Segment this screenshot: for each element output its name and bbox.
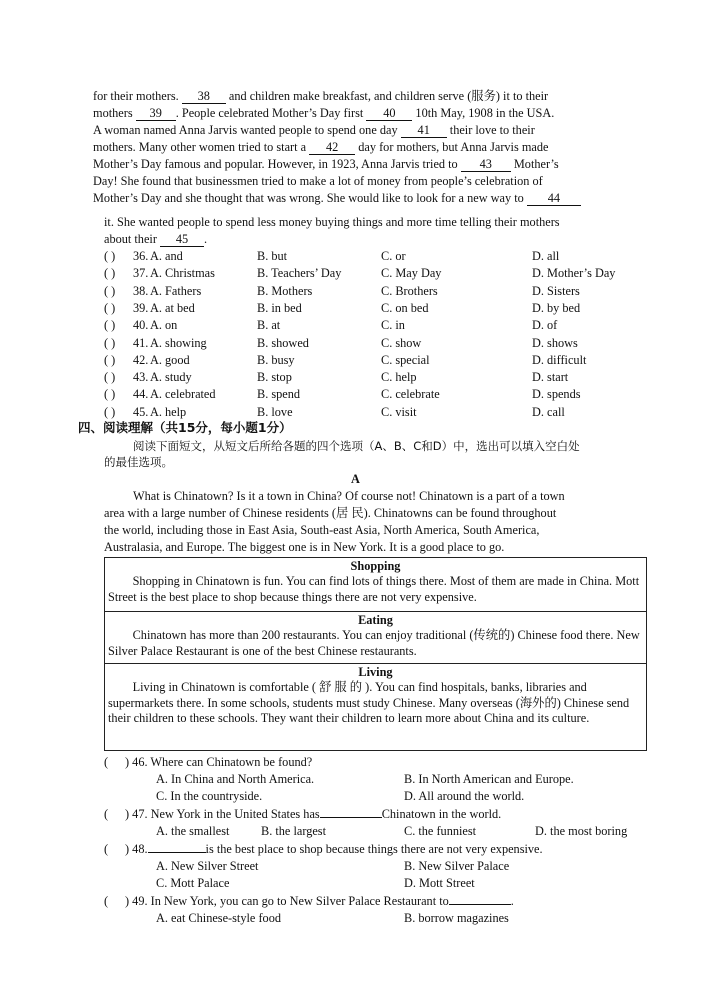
cloze-text: Mother’s — [510, 157, 559, 171]
option-c: C. Brothers — [381, 283, 438, 298]
cloze-line — [93, 190, 581, 206]
question-number: 42. — [133, 352, 149, 367]
question-number: 38. — [133, 283, 149, 298]
cloze-text: Day! She found that businessmen tried to make a lot of money from people’s celebration of — [93, 174, 543, 188]
option-a: A. good — [150, 352, 190, 367]
option-a: A. help — [150, 404, 187, 419]
option-b: B. the largest — [261, 824, 327, 838]
instruction-line-1: 阅读下面短文，从短文后所给各题的四个选项（A、B、C和D）中，选出可以填入空白处 — [133, 439, 580, 453]
answer-paren: ( ) — [104, 370, 116, 385]
option-b: B. Mothers — [257, 283, 313, 298]
answer-paren: ( ) — [104, 404, 116, 419]
option-d: D. call — [532, 404, 565, 419]
option-b: B. stop — [257, 370, 292, 385]
box-text: Living in Chinatown is comfortable ( 舒 服 的 ). You can find hospitals, banks, libraries and supermarkets there. In some schools, students must study Chinese. Many overseas (海外的) Chinese send their children to these schools. They want their children to learn more about China and its culture. — [108, 680, 630, 725]
cloze-line — [93, 88, 548, 104]
option-d: D. Mother’s Day — [532, 266, 616, 281]
cloze-line — [104, 214, 560, 230]
option-b: B. spend — [257, 387, 301, 402]
stem-text: is the best place to shop because things there are not very expensive. — [205, 842, 543, 856]
option-b: B. but — [257, 249, 288, 263]
cloze-text: mothers — [93, 106, 136, 120]
intro-line: Australasia, and Europe. The biggest one is in New York. It is a good place to go. — [104, 540, 505, 554]
option-a: A. Christmas — [150, 266, 215, 281]
cloze-blank: 41 — [401, 124, 447, 138]
option-c: C. in — [381, 318, 405, 333]
cloze-text: and children make breakfast, and children serve (服务) it to their — [225, 89, 549, 103]
question-number: 36. — [133, 249, 149, 263]
cloze-text: . — [204, 232, 208, 246]
cloze-line — [104, 231, 207, 247]
answer-paren: ( — [104, 894, 109, 908]
box-title: Eating — [358, 613, 393, 627]
cloze-text: for their mothers. — [93, 89, 182, 103]
cloze-blank: 42 — [309, 141, 355, 155]
box-section-shopping — [105, 558, 646, 611]
cloze-text: 10th May, 1908 in the USA. — [412, 106, 555, 120]
option-d: D. by bed — [532, 300, 581, 315]
cloze-line — [93, 105, 554, 121]
option-d: D. Sisters — [532, 283, 580, 298]
cloze-text: mothers. Many other women tried to start a — [93, 140, 310, 154]
intro-line: What is Chinatown? Is it a town in China? Of course not! Chinatown is a part of a town — [133, 489, 565, 503]
intro-line: the world, including those in East Asia, South-east Asia, North America, South America, — [104, 523, 540, 537]
option-d: D. All around the world. — [404, 789, 525, 803]
option-d: D. start — [532, 370, 569, 385]
cloze-text: . People celebrated Mother’s Day first — [175, 106, 367, 120]
stem-text: Chinatown in the world. — [381, 807, 502, 821]
option-b: B. love — [257, 404, 293, 419]
instruction-line-2: 的最佳选项。 — [104, 455, 173, 469]
answer-paren: ( — [104, 842, 109, 856]
intro-line: area with a large number of Chinese residents (居 民). Chinatowns can be found throughout — [104, 506, 557, 520]
question-stem — [125, 806, 501, 822]
option-a: A. at bed — [150, 300, 195, 315]
option-b: B. at — [257, 318, 281, 333]
question-number: 45. — [133, 404, 149, 419]
option-b: B. In North American and Europe. — [404, 772, 574, 786]
box-text: Shopping in Chinatown is fun. You can find lots of things there. Most of them are made in China. Mott Street is the best place to shop because things there are not very expensive. — [108, 574, 640, 604]
box-section-living — [105, 663, 646, 750]
question-number: 43. — [133, 370, 149, 385]
option-c: C. May Day — [381, 266, 442, 281]
question-number: 41. — [133, 335, 149, 350]
option-a: A. study — [150, 370, 192, 385]
cloze-blank: 39 — [136, 107, 176, 121]
question-number: 44. — [133, 387, 149, 402]
section-heading: 四、阅读理解（共15分，每小题1分） — [78, 420, 292, 435]
stem-blank — [449, 904, 511, 905]
option-a: A. the smallest — [156, 824, 230, 838]
option-c: C. or — [381, 249, 406, 263]
stem-text: ) 49. In New York, you can go to New Silver Palace Restaurant to — [125, 894, 449, 908]
option-a: A. celebrated — [150, 387, 216, 402]
option-c: C. In the countryside. — [156, 789, 263, 803]
option-b: B. busy — [257, 352, 295, 367]
stem-blank — [320, 817, 382, 818]
cloze-text: about their — [104, 232, 161, 246]
cloze-line — [93, 139, 548, 155]
option-d: D. shows — [532, 335, 578, 350]
answer-paren: ( ) — [104, 387, 116, 402]
answer-paren: ( ) — [104, 249, 116, 263]
stem-text: ) 47. New York in the United States has — [125, 807, 320, 821]
option-c: C. celebrate — [381, 387, 440, 402]
option-d: D. difficult — [532, 352, 587, 367]
box-section-eating — [105, 611, 646, 663]
stem-blank — [148, 852, 206, 853]
stem-text: . — [510, 894, 514, 908]
option-c: C. show — [381, 335, 422, 350]
answer-paren: ( ) — [104, 318, 116, 333]
cloze-line — [93, 173, 543, 189]
question-stem — [125, 841, 543, 857]
cloze-blank: 44 — [527, 192, 581, 206]
option-d: D. of — [532, 318, 558, 333]
answer-paren: ( — [104, 755, 109, 769]
box-title: Living — [358, 665, 393, 679]
passage-label: A — [351, 472, 360, 486]
question-stem — [125, 893, 514, 909]
question-stem: ) 46. Where can Chinatown be found? — [125, 755, 313, 769]
option-a: A. eat Chinese-style food — [156, 911, 281, 925]
question-number: 39. — [133, 300, 149, 315]
option-a: A. on — [150, 318, 178, 333]
answer-paren: ( ) — [104, 266, 116, 281]
answer-paren: ( — [104, 807, 109, 821]
option-a: A. New Silver Street — [156, 859, 259, 873]
option-d: D. the most boring — [535, 824, 628, 838]
option-a: A. Fathers — [150, 283, 202, 298]
option-b: B. New Silver Palace — [404, 859, 510, 873]
option-c: C. Mott Palace — [156, 876, 230, 890]
cloze-text: A woman named Anna Jarvis wanted people to spend one day — [93, 123, 401, 137]
question-number: 37. — [133, 266, 149, 281]
cloze-line — [93, 122, 535, 138]
cloze-text: their love to their — [446, 123, 535, 137]
option-c: C. special — [381, 352, 430, 367]
cloze-blank: 38 — [182, 90, 226, 104]
option-b: B. Teachers’ Day — [257, 266, 342, 281]
box-title: Shopping — [350, 559, 401, 573]
option-c: C. visit — [381, 404, 417, 419]
question-number: 40. — [133, 318, 149, 333]
option-d: D. all — [532, 249, 560, 263]
cloze-blank: 43 — [461, 158, 511, 172]
answer-paren: ( ) — [104, 283, 116, 298]
cloze-text: Mother’s Day and she thought that was wrong. She would like to look for a new way to — [93, 191, 527, 205]
option-d: D. spends — [532, 387, 581, 402]
answer-paren: ( ) — [104, 335, 116, 350]
cloze-text: Mother’s Day famous and popular. However, in 1923, Anna Jarvis tried to — [93, 157, 461, 171]
cloze-line — [93, 156, 559, 172]
option-b: B. in bed — [257, 300, 302, 315]
stem-text: ) 48. — [125, 842, 148, 856]
answer-paren: ( ) — [104, 352, 116, 367]
option-c: C. help — [381, 370, 417, 385]
option-a: A. In China and North America. — [156, 772, 315, 786]
cloze-text: it. She wanted people to spend less money buying things and more time telling their mothers — [104, 215, 560, 229]
cloze-blank: 45 — [160, 233, 204, 247]
option-d: D. Mott Street — [404, 876, 475, 890]
option-a: A. and — [150, 249, 183, 263]
answer-paren: ( ) — [104, 300, 116, 315]
cloze-blank: 40 — [366, 107, 412, 121]
option-b: B. borrow magazines — [404, 911, 509, 925]
option-c: C. on bed — [381, 300, 429, 315]
option-a: A. showing — [150, 335, 207, 350]
cloze-text: day for mothers, but Anna Jarvis made — [355, 140, 549, 154]
box-text: Chinatown has more than 200 restaurants. You can enjoy traditional (传统的) Chinese food there. New Silver Palace Restaurant is one of the best Chinese restaurants. — [108, 628, 640, 658]
option-b: B. showed — [257, 335, 309, 350]
info-box — [104, 557, 647, 751]
option-c: C. the funniest — [404, 824, 477, 838]
